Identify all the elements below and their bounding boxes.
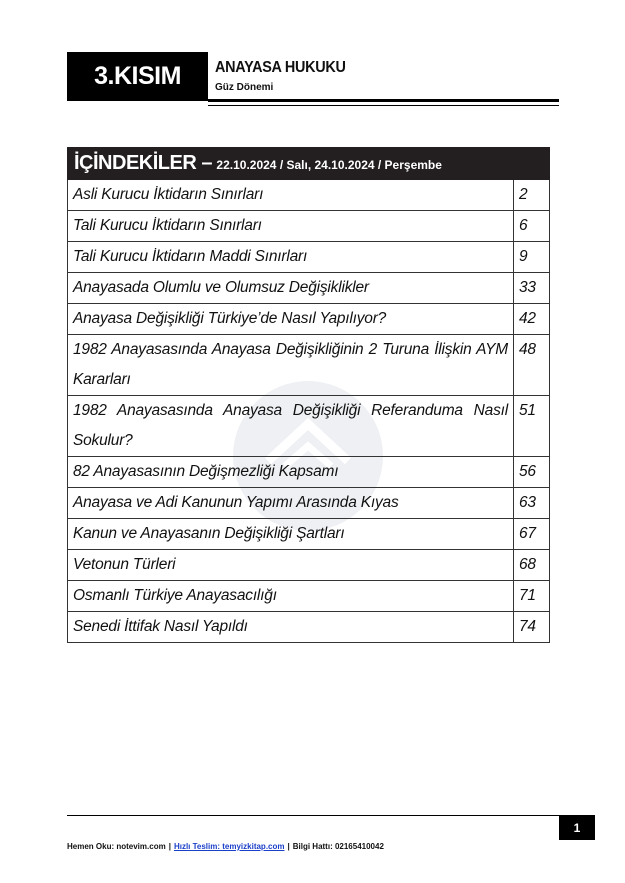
toc-dates: 22.10.2024 / Salı, 24.10.2024 / Perşembe xyxy=(216,157,442,172)
toc-entry[interactable] xyxy=(68,550,550,581)
toc-entry-page: 74 xyxy=(514,612,550,643)
toc-entry-title: Anayasada Olumlu ve Olumsuz Değişiklikler xyxy=(68,273,514,304)
header-rule-thick xyxy=(208,99,559,102)
table-of-contents xyxy=(67,147,550,643)
toc-entry-page: 33 xyxy=(514,273,550,304)
toc-entry-title: Osmanlı Türkiye Anayasacılığı xyxy=(68,581,514,612)
section-badge: 3.KISIM xyxy=(67,52,208,101)
toc-entry-page: 68 xyxy=(514,550,550,581)
toc-entry-title: Anayasa Değişikliği Türkiye’de Nasıl Yapılıyor? xyxy=(68,304,514,335)
toc-entry-page: 56 xyxy=(514,457,550,488)
toc-entry-page: 63 xyxy=(514,488,550,519)
toc-heading xyxy=(68,148,550,180)
toc-entry[interactable] xyxy=(68,242,550,273)
toc-entry-title: Kanun ve Anayasanın Değişikliği Şartları xyxy=(68,519,514,550)
delivery-link[interactable]: Hızlı Teslim: temyizkitap.com xyxy=(173,842,285,851)
toc-entry-page: 9 xyxy=(514,242,550,273)
toc-entry[interactable] xyxy=(68,335,550,396)
term-label: Güz Dönemi xyxy=(215,82,274,93)
toc-entry-title: 82 Anayasasının Değişmezliği Kapsamı xyxy=(68,457,514,488)
header-rule-thin xyxy=(208,105,559,106)
toc-entry-page: 42 xyxy=(514,304,550,335)
footer-links xyxy=(67,842,384,851)
toc-entry[interactable] xyxy=(68,180,550,211)
toc-entry-title: Tali Kurucu İktidarın Sınırları xyxy=(68,211,514,242)
hotline-text: Bilgi Hattı: 02165410042 xyxy=(292,842,384,851)
toc-entry[interactable] xyxy=(68,581,550,612)
toc-entry-page: 48 xyxy=(514,335,550,396)
toc-entry[interactable] xyxy=(68,396,550,457)
separator: | xyxy=(287,842,290,851)
toc-entry[interactable] xyxy=(68,488,550,519)
toc-entry-title: 1982 Anayasasında Anayasa Değişikliğinin 2 Turuna İlişkin AYM Kararları xyxy=(68,335,514,396)
toc-entry-title: 1982 Anayasasında Anayasa Değişikliği Referanduma Nasıl Sokulur? xyxy=(68,396,514,457)
toc-entry-page: 71 xyxy=(514,581,550,612)
page-number: 1 xyxy=(559,815,595,840)
toc-header-row xyxy=(68,148,550,180)
toc-entry-page: 2 xyxy=(514,180,550,211)
toc-entry[interactable] xyxy=(68,304,550,335)
toc-entry-page: 51 xyxy=(514,396,550,457)
toc-entry[interactable] xyxy=(68,273,550,304)
toc-entry-title: Vetonun Türleri xyxy=(68,550,514,581)
toc-entry-page: 67 xyxy=(514,519,550,550)
course-title: ANAYASA HUKUKU xyxy=(215,59,346,76)
toc-entry[interactable] xyxy=(68,457,550,488)
toc-entry[interactable] xyxy=(68,519,550,550)
toc-entry-title: Tali Kurucu İktidarın Maddi Sınırları xyxy=(68,242,514,273)
toc-entry-title: Asli Kurucu İktidarın Sınırları xyxy=(68,180,514,211)
toc-entry-title: Senedi İttifak Nasıl Yapıldı xyxy=(68,612,514,643)
toc-title: İÇİNDEKİLER – xyxy=(74,151,212,174)
footer-rule xyxy=(67,815,559,816)
separator: | xyxy=(168,842,171,851)
toc-entry-page: 6 xyxy=(514,211,550,242)
page-header xyxy=(67,52,559,107)
toc-entry[interactable] xyxy=(68,612,550,643)
read-online-text: Hemen Oku: notevim.com xyxy=(67,842,166,851)
toc-entry[interactable] xyxy=(68,211,550,242)
toc-entry-title: Anayasa ve Adi Kanunun Yapımı Arasında Kıyas xyxy=(68,488,514,519)
